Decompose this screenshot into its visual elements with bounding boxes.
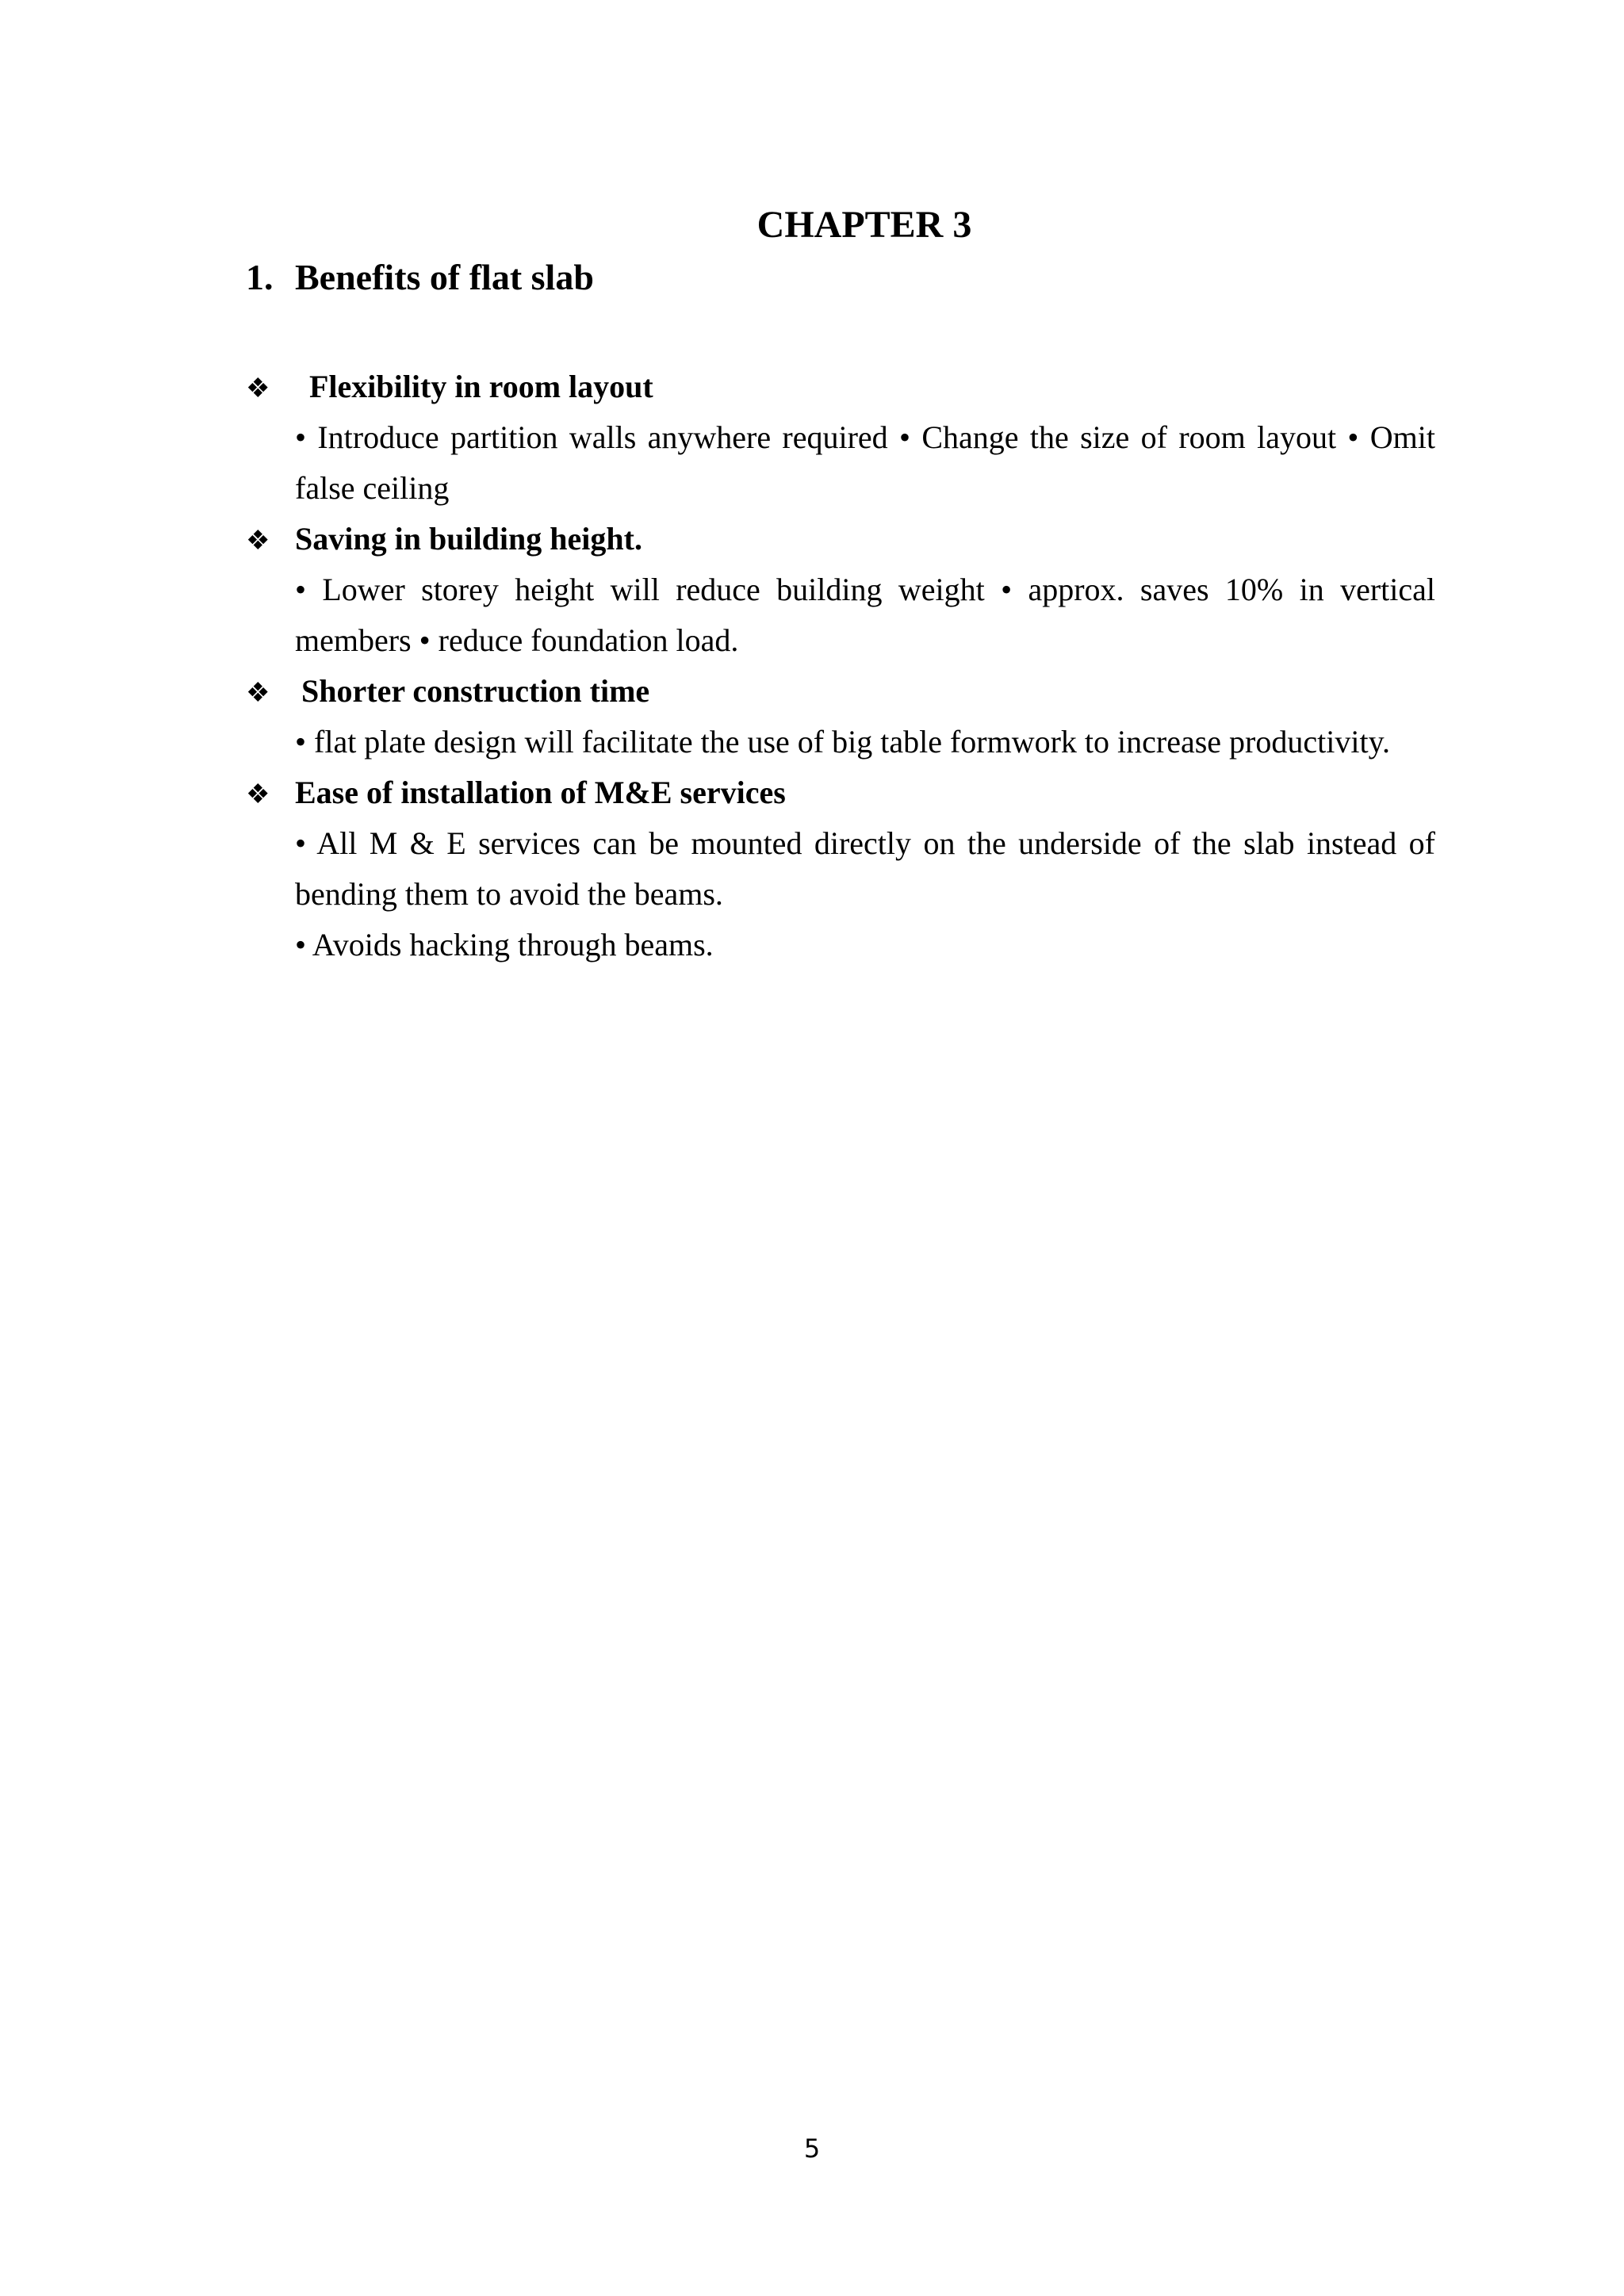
benefit-heading-height [246,514,1435,564]
section-title: Benefits of flat slab [295,257,594,297]
benefit-heading-label: Ease of installation of M&E services [295,775,786,810]
benefit-body-height [295,564,1435,666]
section-heading [246,252,594,303]
benefit-paragraph: • Avoids hacking through beams. [295,927,714,962]
diamond-bullet-icon: ❖ [246,374,270,404]
benefit-paragraph: • Introduce partition walls anywhere required • Change the size of room layout • Omit false ceiling [295,419,1435,506]
benefit-heading-construction-time [246,666,1435,717]
benefit-body-construction-time [295,717,1435,767]
benefit-heading-label: Shorter construction time [301,673,650,709]
section-number: 1. [246,257,274,297]
benefit-heading-mne-services [246,767,1435,818]
page-number: 5 [803,2133,821,2164]
benefit-paragraph: • flat plate design will facilitate the use of big table formwork to increase productivity. [295,724,1390,760]
benefit-heading-label: Saving in building height. [295,521,642,557]
benefits-list [246,362,1435,970]
benefit-heading-flexibility [246,362,1435,412]
benefit-body-flexibility [295,412,1435,514]
diamond-bullet-icon: ❖ [246,679,270,708]
benefit-heading-label: Flexibility in room layout [309,369,653,404]
chapter-title: CHAPTER 3 [756,204,972,246]
benefit-paragraph: • Lower storey height will reduce building weight • approx. saves 10% in vertical members • reduce foundation load. [295,572,1435,658]
diamond-bullet-icon: ❖ [246,526,270,556]
benefit-paragraph: • All M & E services can be mounted directly on the underside of the slab instead of bending them to avoid the beams. [295,825,1435,912]
benefit-body-mne-services [295,818,1435,970]
diamond-bullet-icon: ❖ [246,780,270,809]
